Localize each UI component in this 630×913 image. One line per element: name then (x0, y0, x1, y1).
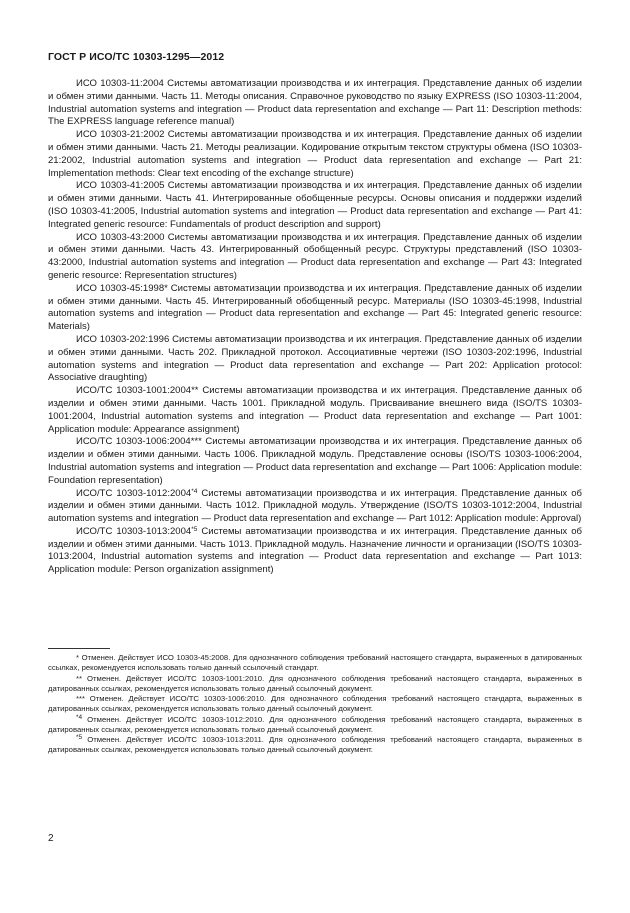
reference-text: Системы автоматизации производства и их интеграция. Представление данных об изделии и обмен этими данными. Часть 43. Интегрированный обобщенный ресурс. Структуры представлений (ISO 10303-43:2000, Industrial automation systems and integration — Product data representation and exchange — Part 43: Integrated generic resource: Representation structures) (48, 231, 582, 281)
normative-references (48, 78, 582, 577)
footnote (48, 735, 582, 756)
reference-text: Системы автоматизации производства и их интеграция. Представление данных об изделии и обмен этими данными. Часть 21. Методы реализации. Кодирование открытым текстом структуры обмена (ISO 10303-21:2002, Industrial automation systems and integration — Product data representation and exchange — Part 21: Implementation methods: Clear text encoding of the exchange structure) (48, 129, 582, 179)
reference-item (48, 436, 582, 487)
reference-item (48, 283, 582, 334)
footnote-mark: *4 (76, 713, 83, 721)
reference-code: ИСО/ТС 10303-1006:2004 (76, 436, 191, 448)
reference-item (48, 526, 582, 577)
footnote-text: Отменен. Действует ИСО/ТС 10303-1013:2011. Для однозначного соблюдения требований настоящего стандарта, выраженных в датированных ссылках, рекомендуется использовать только данный ссылочный документ. (48, 735, 582, 755)
reference-text: Системы автоматизации производства и их интеграция. Представление данных об изделии и обмен этими данными. Часть 1001. Прикладной модуль. Присваивание внешнего вида (ISO/TS 10303-1001:2004, Industrial automation systems and integration — Product data representation and exchange — Part 1001: Application module: Appearance assignment) (48, 385, 582, 435)
footnote-marker: *5 (191, 525, 198, 533)
reference-code: ИСО 10303-45:1998 (76, 282, 165, 294)
reference-text: Системы автоматизации производства и их интеграция. Представление данных об изделии и обмен этими данными. Часть 1012. Прикладной модуль. Утверждение (ISO/TS 10303-1012:2004, Industrial automation systems and integration — Product data representation and exchange — Part 1012: Application module: Approval) (48, 487, 582, 525)
footnote-text: Отменен. Действует ИСО/ТС 10303-1012:2010. Для однозначного соблюдения требований настоящего стандарта, выраженных в датированных ссылках, рекомендуется использовать только данный ссылочный документ. (48, 714, 582, 734)
reference-text: Системы автоматизации производства и их интеграция. Представление данных об изделии и обмен этими данными. Часть 41. Интегрированные обобщенные ресурсы. Основы описания и поддержки изделий (ISO 10303-41:2005, Industrial automation systems and integration — Product data representation and exchange — Part 41: Integrated generic resource: Fundamentals of product description and support) (48, 180, 582, 230)
footnote-mark: ** (76, 673, 82, 683)
reference-text: Системы автоматизации производства и их интеграция. Представление данных об изделии и обмен этими данными. Часть 1006. Прикладной модуль. Представление основы (ISO/TS 10303-1006:2004, Industrial automation systems and integration — Product data representation and exchange — Part 1006: Application module: Foundation representation) (48, 436, 582, 486)
footnote-mark: *5 (76, 734, 83, 741)
footnote-marker: *** (190, 436, 202, 448)
reference-text: Системы автоматизации производства и их интеграция. Представление данных об изделии и обмен этими данными. Часть 11. Методы описания. Справочное руководство по языку EXPRESS (ISO 10303-11:2004, Industrial automation systems and integration — Product data representation and exchange — Part 11: Description methods: The EXPRESS language reference manual) (48, 78, 582, 128)
footnote-mark: * (76, 653, 79, 662)
footnote-marker: *4 (191, 487, 198, 495)
footnote-text: Отменен. Действует ИСО/ТС 10303-1001:2010. Для однозначного соблюдения требований настоящего стандарта, выраженных в датированных ссылках, рекомендуется использовать только данный ссылочный документ. (48, 673, 582, 693)
footnote-marker: ** (191, 385, 199, 397)
reference-item (48, 385, 582, 436)
reference-code: ИСО 10303-202:1996 (76, 333, 170, 345)
page-header: ГОСТ Р ИСО/ТС 10303-1295—2012 (48, 51, 225, 63)
reference-code: ИСО 10303-41:2005 (76, 180, 165, 192)
reference-text: Системы автоматизации производства и их интеграция. Представление данных об изделии и обмен этими данными. Часть 45. Интегрированный обобщенный ресурс. Материалы (ISO 10303-45:1998, Industrial automation systems and integration — Product data representation and exchange — Part 45: Integrated generic resource: Materials) (48, 282, 582, 333)
footnote (48, 694, 582, 715)
reference-code: ИСО 10303-11:2004 (76, 78, 164, 89)
footnote (48, 715, 582, 736)
reference-code: ИСО/ТС 10303-1001:2004 (76, 385, 192, 397)
footnote-marker: * (164, 282, 168, 294)
reference-code: ИСО/ТС 10303-1012:2004 (76, 487, 192, 499)
reference-item (48, 232, 582, 283)
footnote-text: Отменен. Действует ИСО/ТС 10303-1006:2010. Для однозначного соблюдения требований настоящего стандарта, выраженных в датированных ссылках, рекомендуется использовать только данный ссылочный документ. (48, 694, 582, 714)
footnote-text: Отменен. Действует ИСО 10303-45:2008. Для однозначного соблюдения требований настоящего стандарта, выраженных в датированных ссылках, рекомендуется использовать только данный ссылочный стандарт. (48, 653, 582, 673)
reference-text: Системы автоматизации производства и их интеграция. Представление данных об изделии и обмен этими данными. Часть 1013. Прикладной модуль. Назначение личности и организации (ISO/TS 10303-1013:2004, Industrial automation systems and integration — Product data representation and exchange — Part 1013: Application module: Person organization assignment) (48, 525, 582, 576)
reference-code: ИСО 10303-21:2002 (76, 129, 165, 141)
reference-text: Системы автоматизации производства и их интеграция. Представление данных об изделии и обмен этими данными. Часть 202. Прикладной протокол. Ассоциативные чертежи (ISO 10303-202:1996, Industrial automation systems and integration — Product data representation and exchange — Part 202: Application protocol: Associative draughting) (48, 333, 582, 384)
page-number: 2 (48, 833, 54, 844)
reference-item (48, 180, 582, 231)
footnote (48, 674, 582, 695)
reference-code: ИСО/ТС 10303-1013:2004 (76, 525, 192, 537)
reference-code: ИСО 10303-43:2000 (76, 231, 165, 243)
footnote-mark: *** (76, 694, 85, 703)
reference-item (48, 129, 582, 180)
footnotes (48, 653, 582, 756)
reference-item (48, 334, 582, 385)
reference-item (48, 78, 582, 129)
reference-item (48, 488, 582, 526)
footnote (48, 653, 582, 674)
footnote-separator (48, 648, 110, 649)
